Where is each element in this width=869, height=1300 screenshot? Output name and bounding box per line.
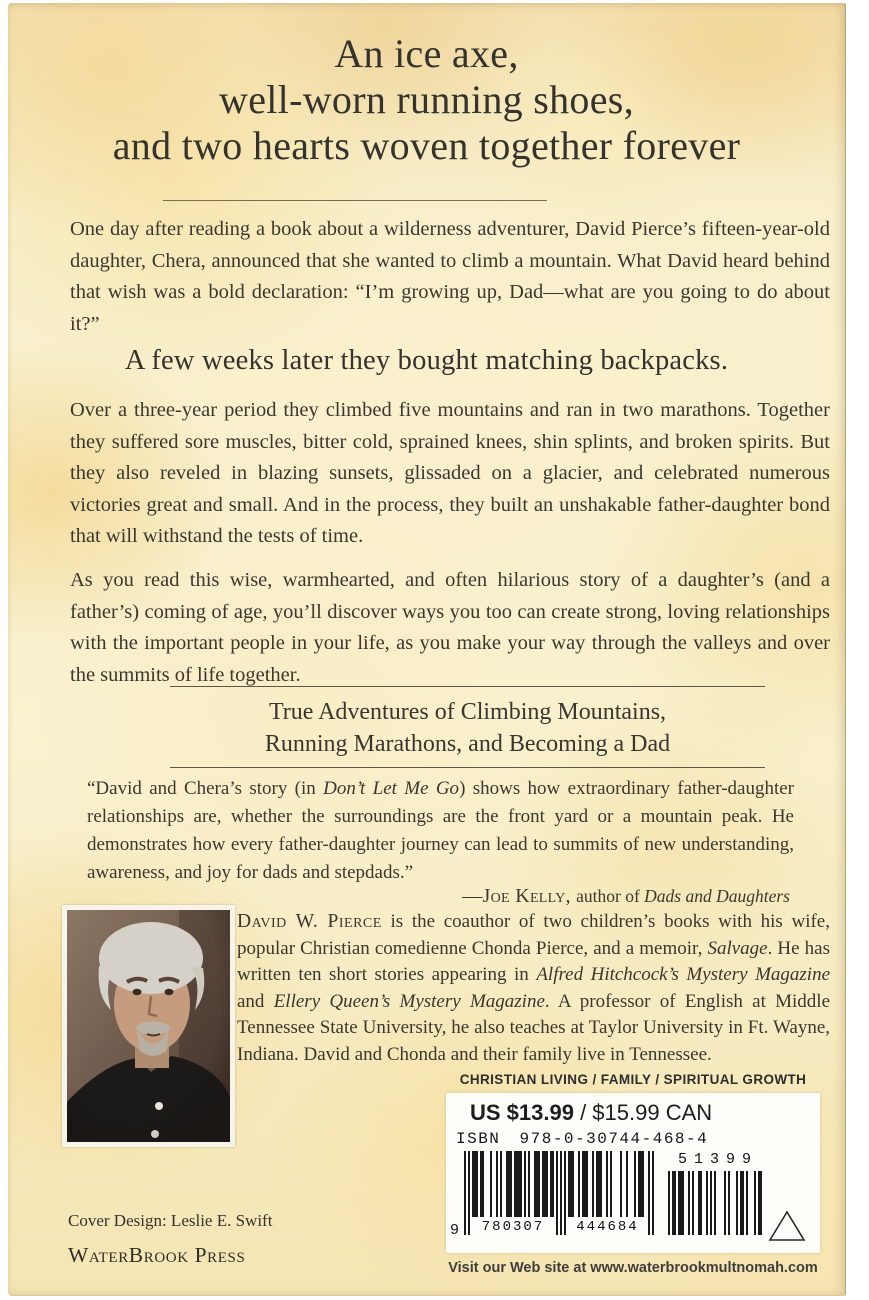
publisher-name: WaterBrook Press (68, 1243, 246, 1267)
headline-line-3: and two hearts woven together forever (112, 123, 741, 168)
subtitle-block (170, 686, 765, 768)
body-paragraph-2: Over a three-year period they climbed five mountains and ran in two marathons. Together they suffered sore muscles, bitter cold, sprained knees, shin splints, and broken spirits. But they also reveled in blazing sunsets, glissaded on a glacier, and celebrated numerous victories great and small. And in the process, they built an unshakable father-daughter bond that will withstand the tests of time. (70, 399, 830, 547)
headline-line-2: well-worn running shoes, (219, 77, 634, 122)
subtitle-line-1: True Adventures of Climbing Mountains, (268, 699, 667, 725)
price-line (470, 1100, 712, 1126)
divider-rule (163, 200, 547, 201)
price-can: / $15.99 CAN (573, 1100, 713, 1125)
isbn-label: ISBN 978-0-30744-468-4 (456, 1130, 709, 1148)
barcode-panel (446, 1093, 820, 1253)
author-bio: David W. Pierce is the coauthor of two children’s books with his wife, popular Christian comedienne Chonda Pierce, and a memoir, Salvage. He has written ten short stories appearing in Alfred Hitchcock’s Mystery Magazine and Ellery Queen’s Mystery Magazine. A professor of English at Middle Tennessee State University, he also teaches at Taylor University in Ft. Wayne, Indiana. David and Chonda and their family live in Tennessee. (237, 911, 830, 1065)
body-paragraph-3: As you read this wise, warmhearted, and often hilarious story of a daughter’s (and a father’s) coming of age, you’ll discover ways you too can create strong, loving relationships with the important people in your life, as you make your way through the valleys and over the summits of life together. (70, 569, 830, 686)
headline-line-1: An ice axe, (334, 31, 519, 76)
author-photo (62, 905, 235, 1147)
subtitle-line-2: Running Marathons, and Becoming a Dad (264, 731, 671, 757)
endorsement-quote: “David and Chera’s story (in Don’t Let Me Go) shows how extraordinary father-daughter relationships are, whether the surroundings are the front yard or a mountain peak. He demonstrates how every father-daughter journey can lead to summits of new understanding, awareness, and joy for dads and stepdads.” (87, 778, 794, 883)
supplement-digits: 51399 (677, 1151, 758, 1168)
ean-digit-group-2: 444684 (568, 1217, 647, 1237)
price-us: US $13.99 (470, 1100, 574, 1125)
ean-prefix-digit: 9 (450, 1222, 460, 1239)
supplement-barcode (668, 1151, 762, 1239)
recycle-triangle-icon (768, 1210, 806, 1242)
tagline: A few weeks later they bought matching backpacks. (124, 345, 729, 376)
author-portrait-image (67, 910, 230, 1142)
website-note: Visit our Web site at www.waterbrookmultnomah.com (448, 1260, 818, 1276)
ean-digit-group-1: 780307 (471, 1217, 555, 1237)
intro-paragraph: One day after reading a book about a wilderness adventurer, David Pierce’s fifteen-year-old daughter, Chera, announced that she wanted to climb a mountain. What David heard behind that wish was a bold declaration: “I’m growing up, Dad—what are you going to do about it?” (70, 218, 830, 335)
cover-design-credit: Cover Design: Leslie E. Swift (68, 1211, 273, 1230)
supplement-bars-icon (668, 1171, 762, 1235)
endorsement-attribution: —Joe Kelly, author of Dads and Daughters (462, 885, 790, 907)
headline (8, 31, 845, 169)
cover-background (8, 3, 846, 1296)
category-label: CHRISTIAN LIVING / FAMILY / SPIRITUAL GROWTH (459, 1072, 807, 1087)
ean-barcode (450, 1151, 656, 1241)
